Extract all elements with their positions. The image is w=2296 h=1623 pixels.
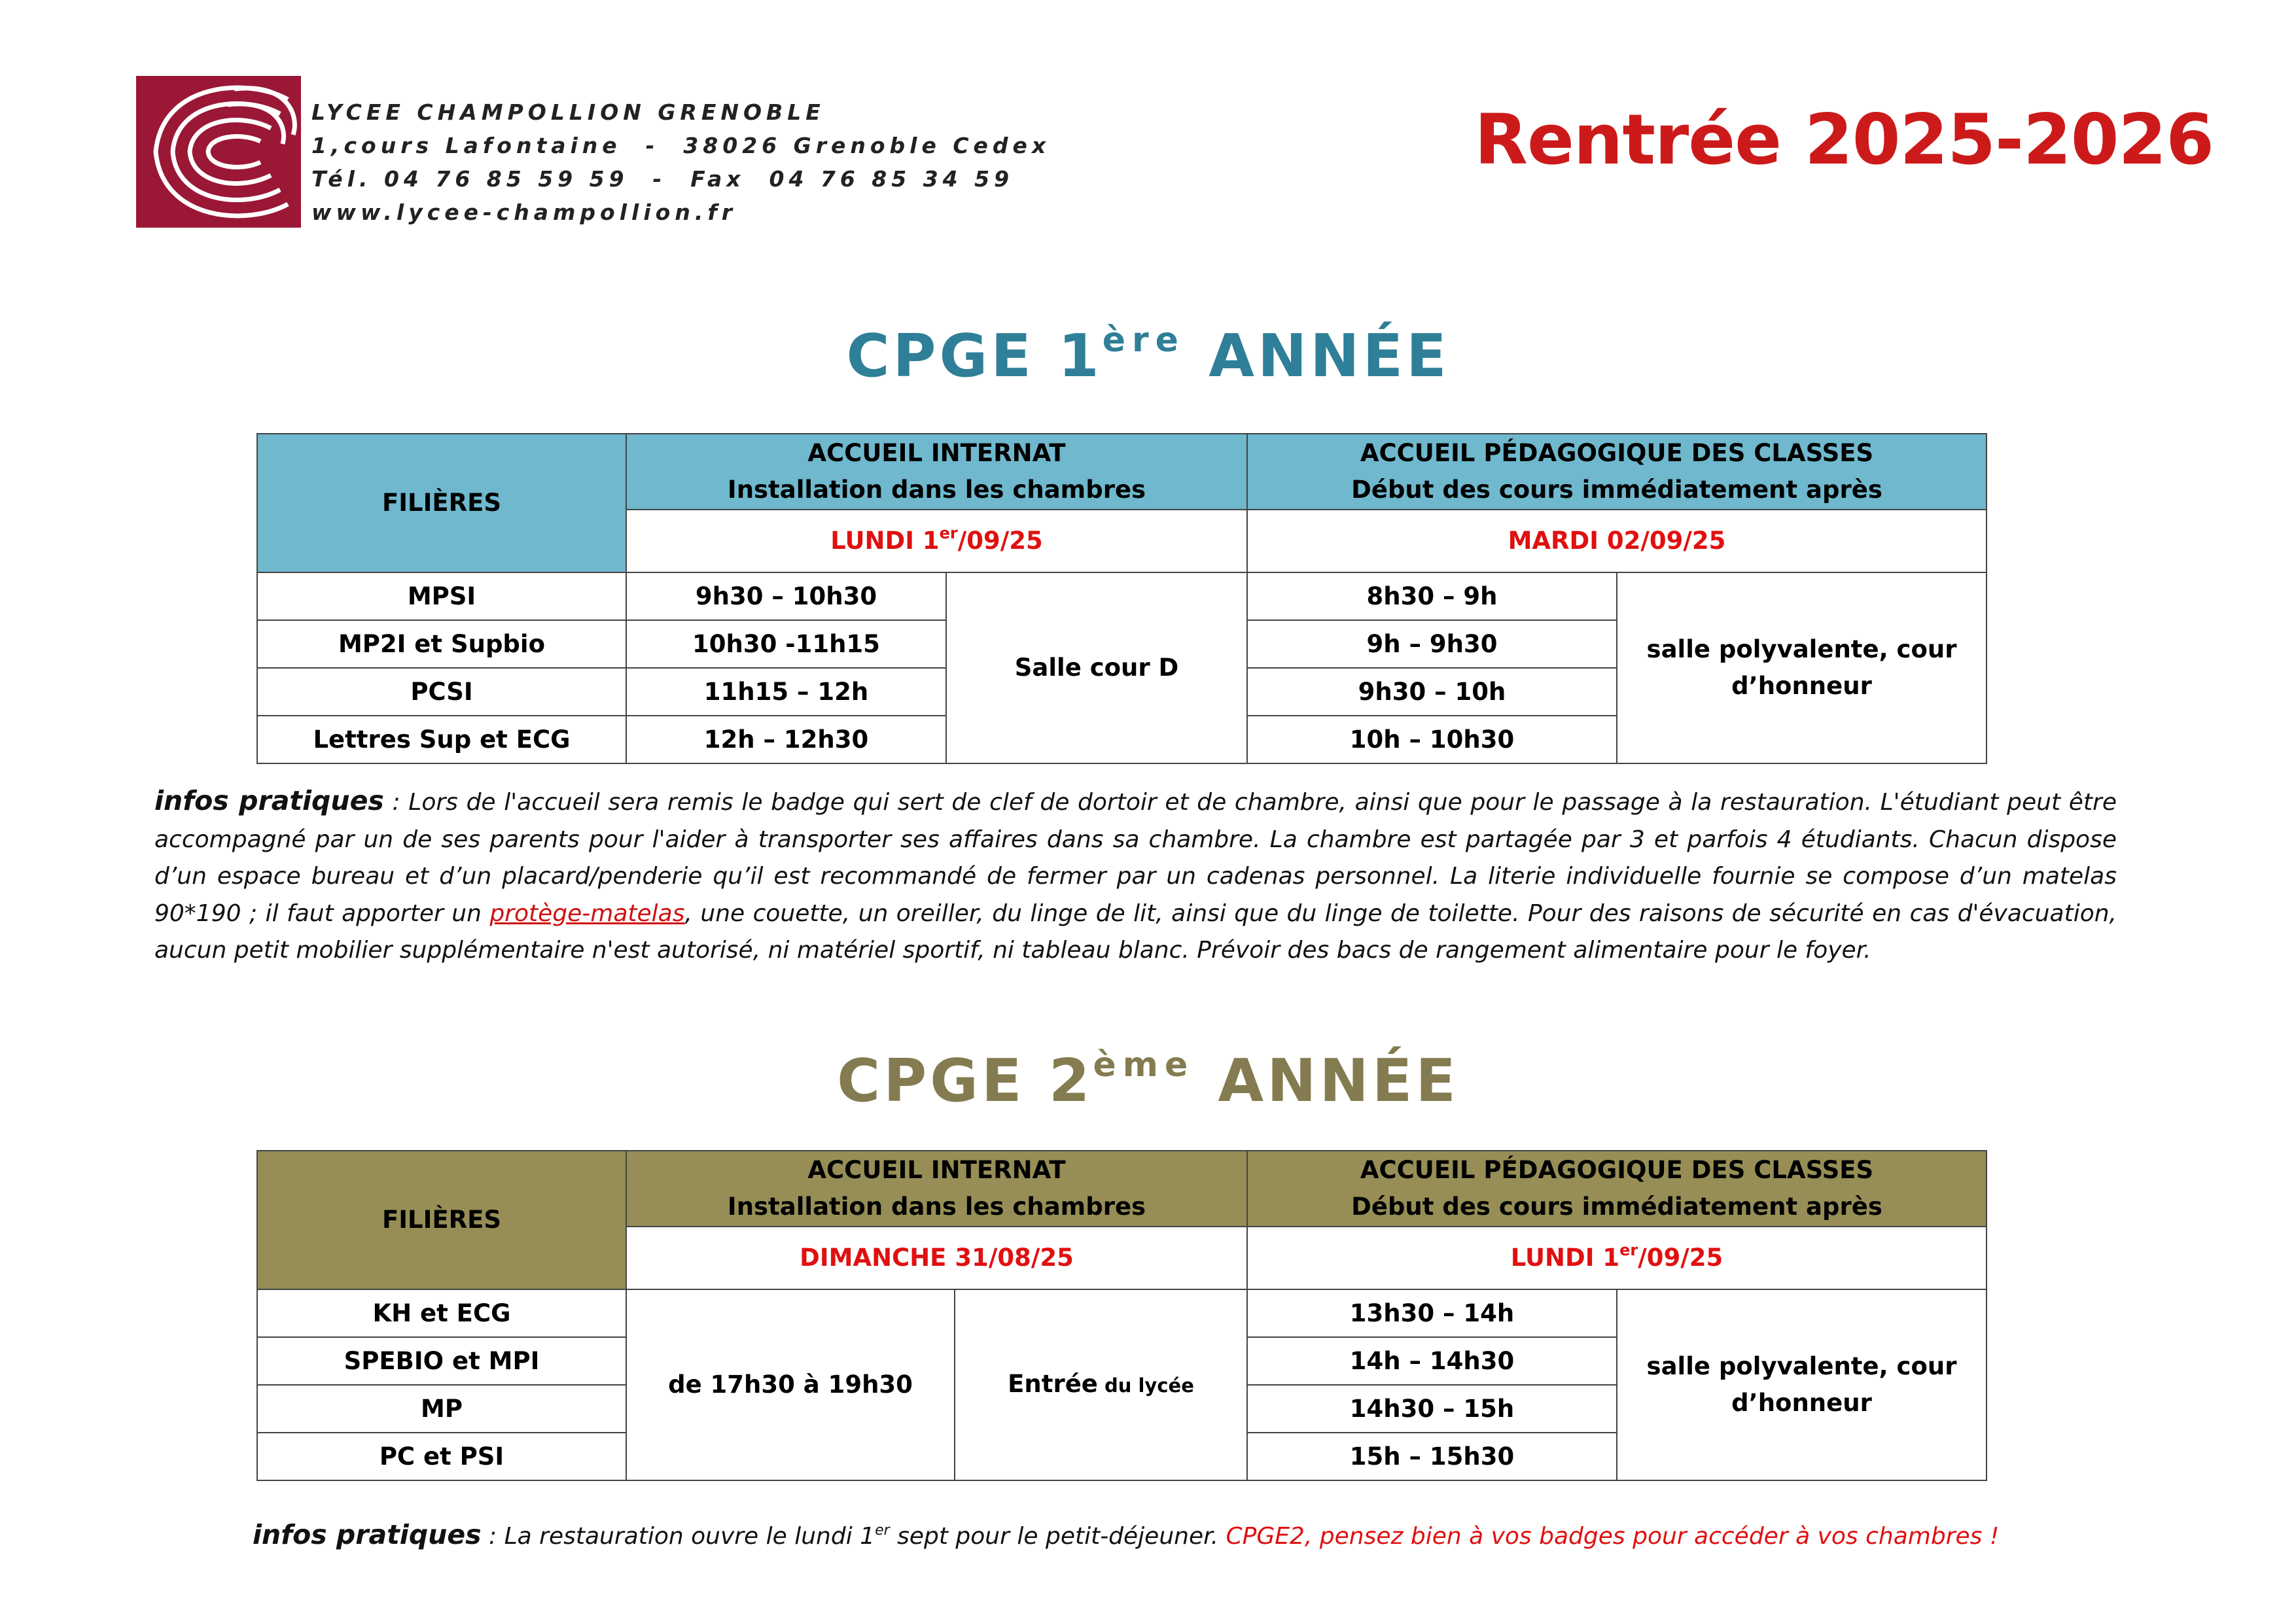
filiere-cell: MP2I et Supbio: [257, 620, 626, 668]
filiere-cell: PC et PSI: [257, 1433, 626, 1480]
filiere-cell: PCSI: [257, 668, 626, 716]
school-logo: [136, 76, 301, 228]
cpge1-title: CPGE 1ère ANNÉE: [846, 321, 1450, 391]
champollion-c-logo-icon: [136, 76, 301, 228]
table-row: [257, 1289, 1987, 1337]
cpge1-info-paragraph: infos pratiques : Lors de l'accueil sera remis le badge qui sert de clef de dortoir et de chambre, ainsi que pour le passage à la restauration. L'étudiant peut être accompagné par un de ses parents pour l'aider à transporter ses affaires dans sa chambre. La chambre est partagée par 3 et parfois 4 étudiants. Chacun dispose d’un espace bureau et d’un placard/penderie qu’il est recommandé de fermer par un cadenas personnel. La literie individuelle fournie se compose d’un matelas 90*190 ; il faut apporter un protège-matelas, une couette, un oreiller, du linge de lit, ainsi que du linge de toilette. Pour des raisons de sécurité en cas d'évacuation, aucun petit mobilier supplémentaire n'est autorisé, ni matériel sportif, ni tableau blanc. Prévoir des bacs de rangement alimentaire pour le foyer.: [154, 785, 2117, 964]
pedago-time-cell: 15h – 15h30: [1247, 1433, 1617, 1480]
filiere-cell: KH et ECG: [257, 1289, 626, 1337]
pedago-header: ACCUEIL PÉDAGOGIQUE DES CLASSES Début des cours immédiatement après: [1247, 434, 1987, 510]
filiere-cell: Lettres Sup et ECG: [257, 716, 626, 763]
pedago-date: MARDI 02/09/25: [1247, 510, 1987, 572]
internat-place-cell: Entrée du lycée: [955, 1289, 1247, 1480]
cpge2-info-line: infos pratiques : La restauration ouvre le lundi 1er sept pour le petit-déjeuner. CPGE2, pensez bien à vos badges pour accéder à vos chambres !: [253, 1519, 2000, 1550]
pedago-time-cell: 14h – 14h30: [1247, 1337, 1617, 1385]
filieres-header: FILIÈRES: [257, 434, 626, 572]
filiere-cell: SPEBIO et MPI: [257, 1337, 626, 1385]
filieres-header: FILIÈRES: [257, 1151, 626, 1289]
cpge2-schedule-table: [256, 1150, 1987, 1481]
internat-time-cell: 11h15 – 12h: [626, 668, 946, 716]
internat-header: ACCUEIL INTERNAT Installation dans les chambres: [626, 434, 1247, 510]
internat-header: ACCUEIL INTERNAT Installation dans les chambres: [626, 1151, 1247, 1227]
internat-time-cell: de 17h30 à 19h30: [626, 1289, 955, 1480]
pedago-header: ACCUEIL PÉDAGOGIQUE DES CLASSES Début des cours immédiatement après: [1247, 1151, 1987, 1227]
internat-place-cell: Salle cour D: [946, 572, 1247, 763]
school-phone-fax: Tél. 04 76 85 59 59 - Fax 04 76 85 34 59: [311, 166, 1014, 192]
rentree-title: Rentrée 2025-2026: [1474, 99, 2214, 180]
pedago-time-cell: 10h – 10h30: [1247, 716, 1617, 763]
pedago-time-cell: 8h30 – 9h: [1247, 572, 1617, 620]
pedago-time-cell: 9h – 9h30: [1247, 620, 1617, 668]
table-row: [257, 572, 1987, 620]
school-address: 1,cours Lafontaine - 38026 Grenoble Cedex: [311, 133, 1051, 158]
badge-alert: CPGE2, pensez bien à vos badges pour accéder à vos chambres !: [1226, 1523, 2000, 1550]
cpge1-schedule-table: [256, 433, 1987, 764]
pedago-place-cell: salle polyvalente, cour d’honneur: [1617, 1289, 1987, 1480]
filiere-cell: MP: [257, 1385, 626, 1433]
protege-matelas-link[interactable]: protège-matelas: [489, 899, 685, 927]
pedago-time-cell: 14h30 – 15h: [1247, 1385, 1617, 1433]
school-name: LYCEE CHAMPOLLION GRENOBLE: [311, 99, 825, 125]
cpge2-title: CPGE 2ème ANNÉE: [837, 1045, 1459, 1115]
pedago-place-cell: salle polyvalente, cour d’honneur: [1617, 572, 1987, 763]
internat-time-cell: 12h – 12h30: [626, 716, 946, 763]
school-website: www.lycee-champollion.fr: [311, 200, 737, 225]
filiere-cell: MPSI: [257, 572, 626, 620]
pedago-time-cell: 9h30 – 10h: [1247, 668, 1617, 716]
info-label: infos pratiques: [253, 1519, 482, 1550]
school-contact-block: [311, 96, 1050, 229]
internat-time-cell: 10h30 -11h15: [626, 620, 946, 668]
internat-date: LUNDI 1er/09/25: [626, 510, 1247, 572]
pedago-time-cell: 13h30 – 14h: [1247, 1289, 1617, 1337]
pedago-date: LUNDI 1er/09/25: [1247, 1227, 1987, 1289]
info-label: infos pratiques: [154, 785, 384, 816]
internat-date: DIMANCHE 31/08/25: [626, 1227, 1247, 1289]
internat-time-cell: 9h30 – 10h30: [626, 572, 946, 620]
